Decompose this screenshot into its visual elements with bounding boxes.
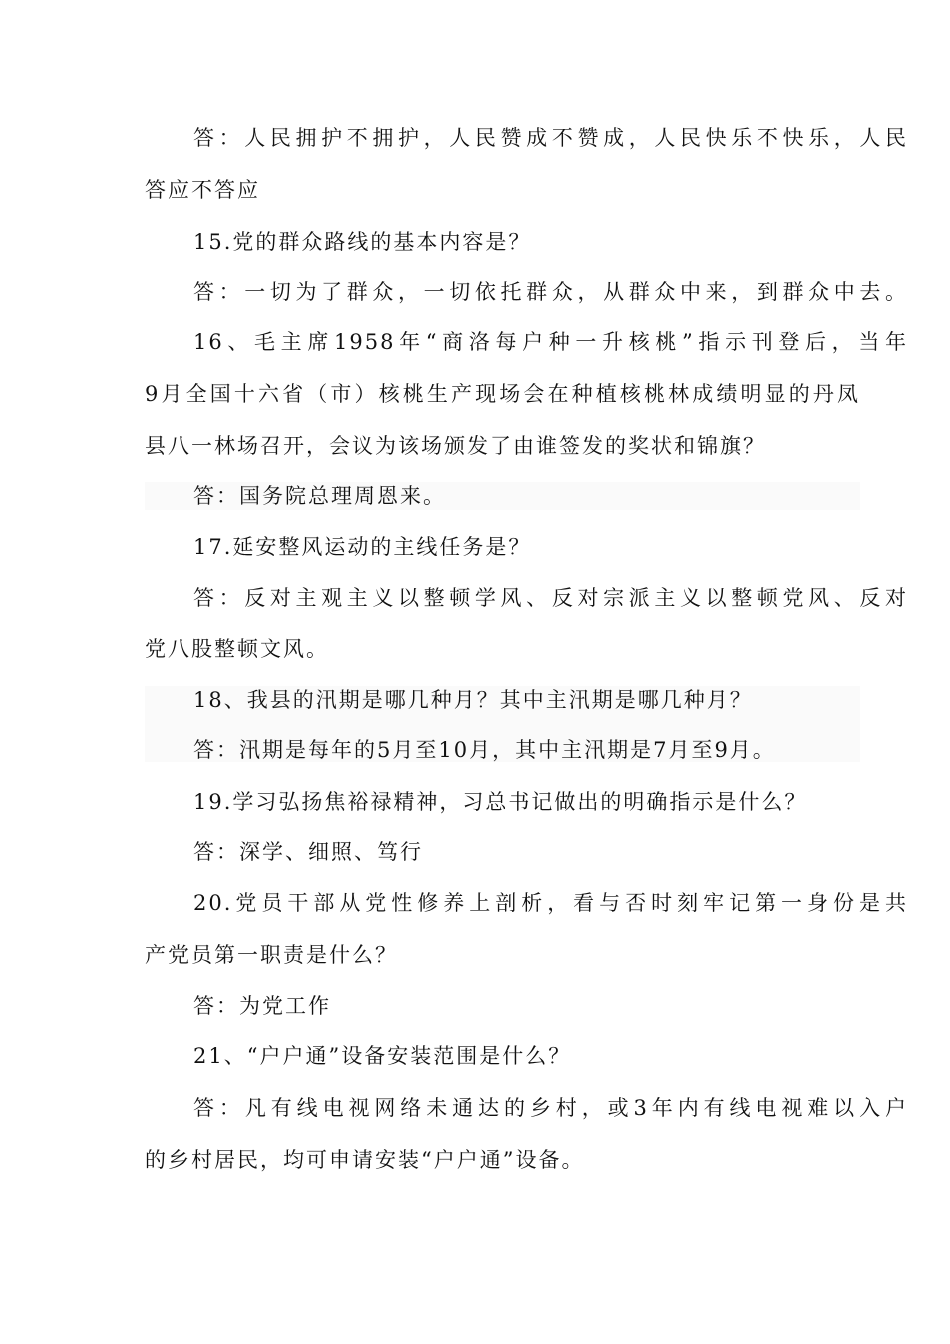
answer-17-line-2: 党八股整顿文风。	[145, 637, 329, 661]
question-17: 17.延安整风运动的主线任务是？	[193, 535, 532, 559]
answer-21-line-2: 的乡村居民，均可申请安装“户户通”设备。	[145, 1148, 585, 1172]
answer-15: 答：一切为了群众，一切依托群众，从群众中来，到群众中去。	[193, 280, 908, 304]
question-20-line-2: 产党员第一职责是什么？	[145, 943, 398, 967]
question-15: 15.党的群众路线的基本内容是？	[193, 230, 532, 254]
answer-21-line-1: 答：凡有线电视网络未通达的乡村，或3年内有线电视难以入户	[193, 1096, 908, 1120]
answer-19: 答：深学、细照、笃行	[193, 840, 423, 864]
question-16-line-2: 9月全国十六省（市）核桃生产现场会在种植核桃林成绩明显的丹凤	[145, 382, 860, 406]
question-16-line-1: 16、毛主席1958年“商洛每户种一升核桃”指示刊登后，当年	[193, 330, 908, 354]
answer-16: 答：国务院总理周恩来。	[193, 484, 446, 508]
answer-17-line-1: 答：反对主观主义以整顿学风、反对宗派主义以整顿党风、反对	[193, 586, 908, 610]
question-16-line-3: 县八一林场召开，会议为该场颁发了由谁签发的奖状和锦旗？	[145, 434, 766, 458]
question-20-line-1: 20.党员干部从党性修养上剖析，看与否时刻牢记第一身份是共	[193, 891, 908, 915]
answer-14-line-2: 答应不答应	[145, 178, 260, 202]
answer-20: 答：为党工作	[193, 994, 331, 1018]
answer-14-line-1: 答：人民拥护不拥护，人民赞成不赞成，人民快乐不快乐，人民	[193, 126, 908, 150]
question-18: 18、我县的汛期是哪几种月？其中主汛期是哪几种月？	[193, 688, 753, 712]
answer-18: 答：汛期是每年的5月至10月，其中主汛期是7月至9月。	[193, 738, 776, 762]
question-19: 19.学习弘扬焦裕禄精神，习总书记做出的明确指示是什么？	[193, 790, 808, 814]
question-21: 21、“户户通”设备安装范围是什么？	[193, 1044, 572, 1068]
